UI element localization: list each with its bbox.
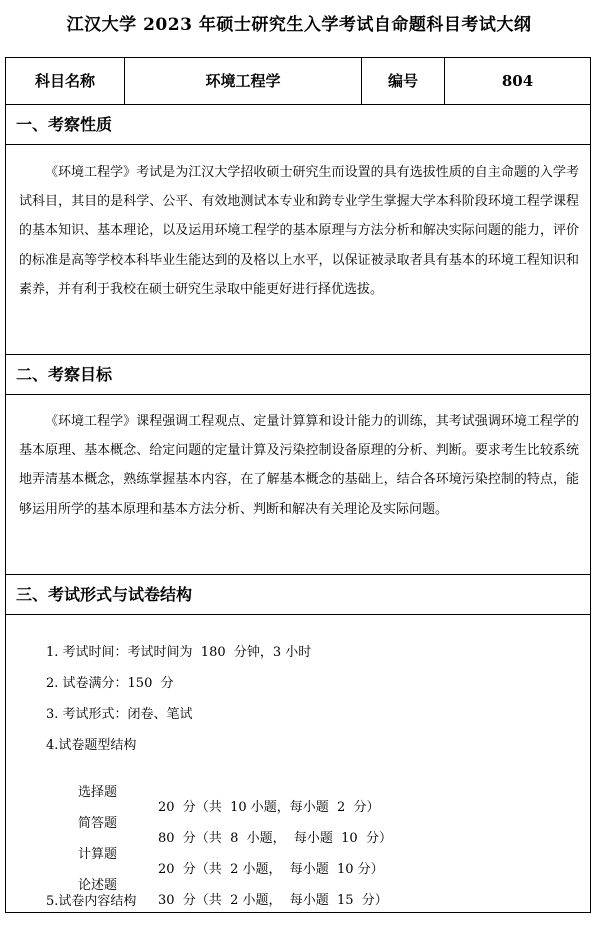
- section-heading-objectives: 二、考察目标: [6, 355, 590, 395]
- question-type-desc: 20 分（共 2 小题， 每小题 10 分）: [158, 862, 384, 877]
- subject-header-row: [6, 58, 590, 105]
- question-type-name: 简答题: [78, 816, 118, 831]
- section-body-nature: [6, 145, 590, 355]
- question-type-name: 计算题: [78, 847, 118, 862]
- subject-name-label: 科目名称: [34, 72, 95, 90]
- code-label: 编号: [387, 72, 418, 90]
- subject-name-value: 环境工程学: [205, 72, 281, 90]
- syllabus-table: [5, 57, 591, 913]
- section-heading-nature: 一、考察性质: [6, 105, 590, 145]
- document-title: 江汉大学 2023 年硕士研究生入学考试自命题科目考试大纲: [66, 15, 532, 35]
- question-type-desc: 30 分（共 2 小题， 每小题 15 分）: [158, 893, 388, 908]
- question-type-desc: 80 分（共 8 小题， 每小题 10 分）: [158, 831, 392, 846]
- objectives-paragraph: 《环境工程学》课程强调工程观点、定量计算算和设计能力的训练，其考试强调环境工程学的基本原理、基本概念、给定问题的定量计算及污染控制设备原理的分析、判断。要求考生比较系统地弄清基本概念，熟练掌握基本内容，在了解基本概念的基础上，结合各环境污染控制的特点，能够运用所学的基本原理和基本方法分析、判断和解决有关理论及实际问题。: [19, 414, 579, 517]
- question-type-name: 选择题: [78, 785, 118, 800]
- full-score-item: 2. 试卷满分：150 分: [46, 676, 174, 691]
- question-type-desc: 20 分（共 10 小题，每小题 2 分）: [158, 800, 380, 815]
- content-structure-item: 5.试卷内容结构: [46, 894, 137, 909]
- question-type-row: [6, 859, 590, 919]
- question-type-name: 论述题: [78, 878, 118, 893]
- code-value: 804: [501, 72, 534, 90]
- question-structure-item: 4.试卷题型结构: [46, 738, 137, 753]
- section-body-objectives: [6, 395, 590, 575]
- section-heading-exam-format: 三、考试形式与试卷结构: [6, 575, 590, 615]
- exam-time-item: 1. 考试时间：考试时间为 180 分钟，3 小时: [46, 645, 312, 660]
- section-body-exam-format: [6, 615, 590, 913]
- exam-form-item: 3. 考试形式：闭卷、笔试: [46, 707, 193, 722]
- nature-paragraph: 《环境工程学》考试是为江汉大学招收硕士研究生而设置的具有选拔性质的自主命题的入学考试科目，其目的是科学、公平、有效地测试本专业和跨专业学生掌握大学本科阶段环境工程学课程的基本知识、基本理论，以及运用环境工程学的基本原理与方法分析和解决实际问题的能力，评价的标准是高等学校本科毕业生能达到的及格以上水平，以保证被录取者具有基本的环境工程知识和素养，并有利于我校在硕士研究生录取中能更好进行择优选拔。: [19, 165, 579, 297]
